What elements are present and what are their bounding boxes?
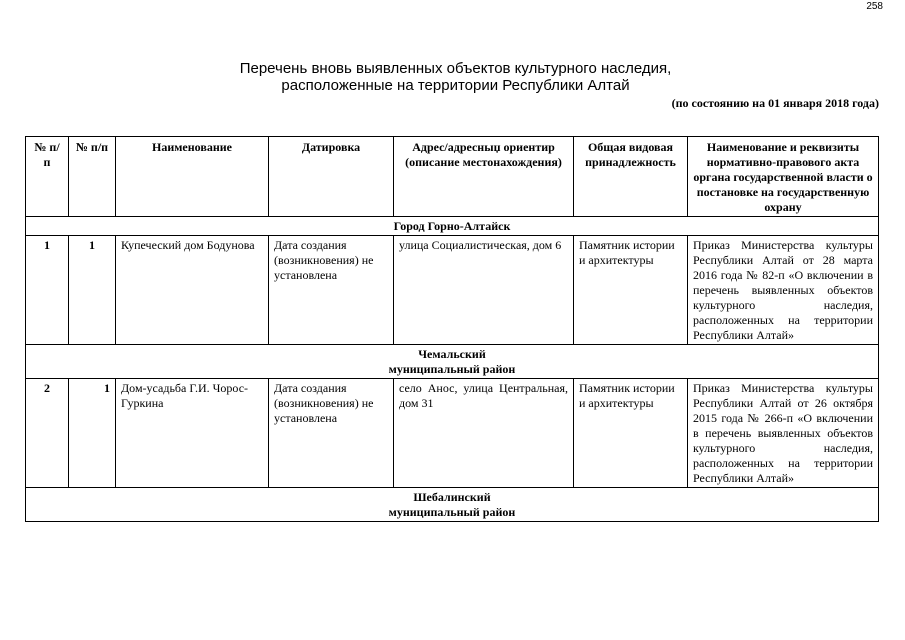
- section-title-text: Шебалинский муниципальный район: [388, 490, 516, 519]
- header-name: Наименование: [116, 137, 269, 217]
- cell-dating: Дата создания (возникновения) не установлена: [269, 379, 394, 488]
- cell-act: Приказ Министерства культуры Республики Алтай от 26 октября 2015 года № 266-п «О включении в перечень выявленных объектов культурного наследия, расположенных на территории Республики Алтай»: [688, 379, 879, 488]
- cell-category: Памятник истории и архитектуры: [574, 236, 688, 345]
- header-num-local: № п/п: [69, 137, 116, 217]
- header-address: Адрес/адресныџ ориентир (описание местонахождения): [394, 137, 574, 217]
- title-line-1: Перечень вновь выявленных объектов культурного наследия,: [239, 60, 672, 77]
- table-header-row: [26, 137, 879, 217]
- title-line-2: расположенные на территории Республики Алтай: [281, 77, 630, 94]
- status-date: (по состоянию на 01 января 2018 года): [671, 96, 879, 110]
- cell-num-local: 1: [69, 379, 116, 488]
- cell-act: Приказ Министерства культуры Республики Алтай от 28 марта 2016 года № 82-п «О включении в перечень выявленных объектов культурного наследия, расположенных на территории Республики Алтай»: [688, 236, 879, 345]
- header-category: Общая видовая принадлежность: [574, 137, 688, 217]
- heritage-objects-table: [25, 136, 879, 522]
- section-row: [26, 488, 879, 522]
- cell-num-total: 2: [26, 379, 69, 488]
- section-row: [26, 217, 879, 236]
- section-title-text: Чемальский муниципальный район: [388, 347, 516, 376]
- table-row: [26, 379, 879, 488]
- cell-dating: Дата создания (возникновения) не установлена: [269, 236, 394, 345]
- cell-category: Памятник истории и архитектуры: [574, 379, 688, 488]
- section-row: [26, 345, 879, 379]
- cell-name: Купеческий дом Бодунова: [116, 236, 269, 345]
- cell-address: село Анос, улица Центральная, дом 31: [394, 379, 574, 488]
- cell-num-local: 1: [69, 236, 116, 345]
- cell-name: Дом-усадьба Г.И. Чорос-Гуркина: [116, 379, 269, 488]
- cell-address: улица Социалистическая, дом 6: [394, 236, 574, 345]
- page-number: 258: [866, 1, 883, 12]
- section-title: Город Горно-Алтайск: [26, 217, 879, 236]
- cell-num-total: 1: [26, 236, 69, 345]
- header-act: Наименование и реквизиты нормативно-правового акта органа государственной власти о постановке на государственную охрану: [688, 137, 879, 217]
- header-dating: Датировка: [269, 137, 394, 217]
- section-title: [26, 345, 879, 379]
- table-row: [26, 236, 879, 345]
- header-num-total: № п/п: [26, 137, 69, 217]
- document-title: [0, 60, 905, 94]
- section-title: [26, 488, 879, 522]
